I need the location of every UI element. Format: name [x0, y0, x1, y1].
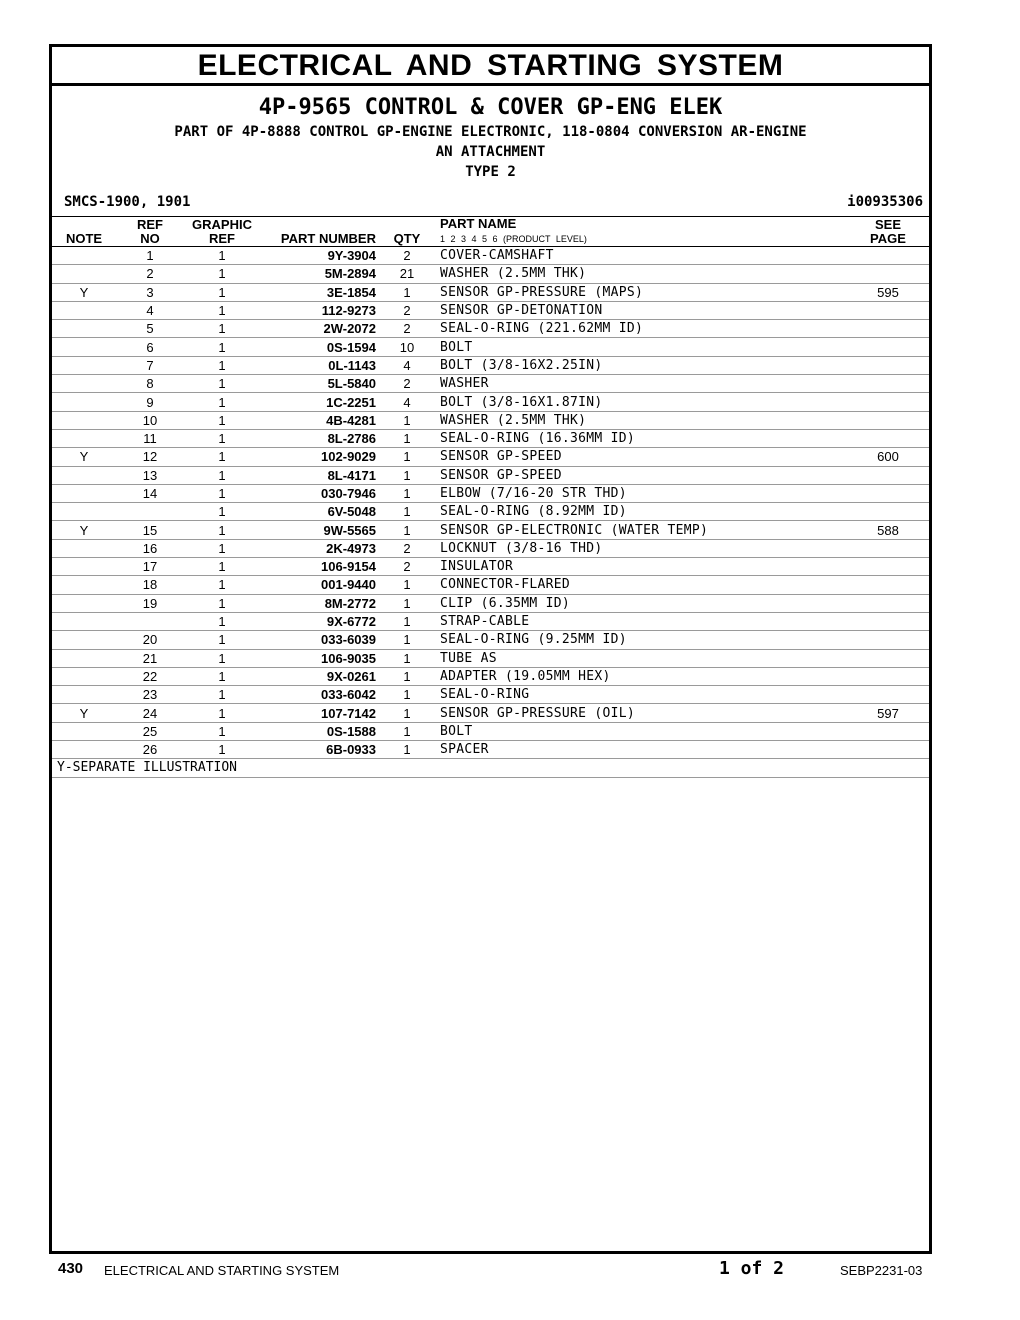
ref-no-cell: 17 — [116, 558, 184, 576]
part-number-cell: 8L-2786 — [260, 429, 382, 447]
note-cell — [52, 320, 116, 338]
note-cell — [52, 484, 116, 502]
see-page-cell — [847, 484, 929, 502]
qty-cell: 1 — [382, 631, 432, 649]
see-page-cell — [847, 612, 929, 630]
group-title: 4P-9565 CONTROL & COVER GP-ENG ELEK — [258, 95, 723, 120]
ref-no-cell: 12 — [116, 448, 184, 466]
table-row — [52, 283, 929, 301]
note-cell — [52, 741, 116, 759]
part-name-cell: SEAL-O-RING — [432, 686, 847, 704]
part-number-cell: 3E-1854 — [260, 283, 382, 301]
note-cell — [52, 576, 116, 594]
part-number-cell: 0L-1143 — [260, 356, 382, 374]
note-cell: Y — [52, 704, 116, 722]
table-row — [52, 704, 929, 722]
note-cell — [52, 265, 116, 283]
table-row — [52, 631, 929, 649]
see-page-cell — [847, 539, 929, 557]
see-page-cell — [847, 393, 929, 411]
ref-no-cell: 25 — [116, 722, 184, 740]
ref-no-cell: 1 — [116, 247, 184, 265]
graphic-ref-cell: 1 — [184, 393, 260, 411]
part-number-cell: 9W-5565 — [260, 521, 382, 539]
note-cell — [52, 375, 116, 393]
table-row — [52, 722, 929, 740]
ref-no-cell — [116, 612, 184, 630]
part-number-cell: 6V-5048 — [260, 503, 382, 521]
graphic-ref-cell: 1 — [184, 722, 260, 740]
note-cell — [52, 686, 116, 704]
table-row — [52, 265, 929, 283]
table-row — [52, 320, 929, 338]
part-number-cell: 4B-4281 — [260, 411, 382, 429]
see-page-cell: 588 — [847, 521, 929, 539]
ref-no-cell: 9 — [116, 393, 184, 411]
qty-cell: 1 — [382, 686, 432, 704]
ref-no-cell: 23 — [116, 686, 184, 704]
part-number-cell: 112-9273 — [260, 301, 382, 319]
ref-no-cell: 14 — [116, 484, 184, 502]
ref-no-cell: 16 — [116, 539, 184, 557]
part-name-cell: CONNECTOR-FLARED — [432, 576, 847, 594]
see-page-cell — [847, 503, 929, 521]
note-cell — [52, 667, 116, 685]
graphic-ref-cell: 1 — [184, 594, 260, 612]
part-name-cell: LOCKNUT (3/8-16 THD) — [432, 539, 847, 557]
ref-no-cell: 26 — [116, 741, 184, 759]
graphic-ref-cell: 1 — [184, 265, 260, 283]
part-name-cell: INSULATOR — [432, 558, 847, 576]
part-name-cell: SEAL-O-RING (221.62MM ID) — [432, 320, 847, 338]
part-name-cell: SENSOR GP-SPEED — [432, 448, 847, 466]
graphic-ref-cell: 1 — [184, 320, 260, 338]
ref-no-cell: 15 — [116, 521, 184, 539]
part-name-cell: SEAL-O-RING (16.36MM ID) — [432, 429, 847, 447]
graphic-ref-cell: 1 — [184, 466, 260, 484]
see-page-cell: 597 — [847, 704, 929, 722]
parts-table-body — [52, 247, 929, 778]
see-page-cell — [847, 594, 929, 612]
graphic-ref-cell: 1 — [184, 503, 260, 521]
document-id: SEBP2231-03 — [840, 1263, 923, 1278]
ref-no-cell: 13 — [116, 466, 184, 484]
part-name-cell: WASHER (2.5MM THK) — [432, 265, 847, 283]
part-number-cell: 106-9154 — [260, 558, 382, 576]
graphic-ref-cell: 1 — [184, 356, 260, 374]
graphic-ref-cell: 1 — [184, 741, 260, 759]
note-cell — [52, 247, 116, 265]
note-cell — [52, 429, 116, 447]
note-cell — [52, 612, 116, 630]
ref-no-cell: 2 — [116, 265, 184, 283]
part-name-cell: SENSOR GP-ELECTRONIC (WATER TEMP) — [432, 521, 847, 539]
graphic-ref-cell: 1 — [184, 429, 260, 447]
part-number-cell: 6B-0933 — [260, 741, 382, 759]
ref-no-cell: 11 — [116, 429, 184, 447]
part-number-cell: 106-9035 — [260, 649, 382, 667]
see-page-cell — [847, 247, 929, 265]
part-number-cell: 9X-0261 — [260, 667, 382, 685]
graphic-ref-cell: 1 — [184, 338, 260, 356]
note-legend: Y-SEPARATE ILLUSTRATION — [52, 759, 929, 777]
note-cell — [52, 356, 116, 374]
section-title: ELECTRICAL AND STARTING SYSTEM — [52, 47, 929, 86]
part-name-cell: SEAL-O-RING (8.92MM ID) — [432, 503, 847, 521]
note-cell: Y — [52, 521, 116, 539]
see-page-cell — [847, 558, 929, 576]
graphic-ref-cell: 1 — [184, 576, 260, 594]
col-ref-no-header: REF NO — [116, 217, 184, 247]
ref-no-cell: 10 — [116, 411, 184, 429]
table-row — [52, 466, 929, 484]
graphic-ref-cell: 1 — [184, 283, 260, 301]
qty-cell: 1 — [382, 283, 432, 301]
see-page-cell — [847, 631, 929, 649]
part-name-cell: BOLT (3/8-16X2.25IN) — [432, 356, 847, 374]
part-of-line-2: AN ATTACHMENT — [435, 144, 546, 160]
smcs-row — [52, 194, 929, 217]
part-number-cell: 5L-5840 — [260, 375, 382, 393]
note-cell — [52, 393, 116, 411]
qty-cell: 10 — [382, 338, 432, 356]
col-see-page-header: SEE PAGE — [847, 217, 929, 247]
qty-cell: 2 — [382, 375, 432, 393]
qty-cell: 1 — [382, 411, 432, 429]
ref-no-cell: 19 — [116, 594, 184, 612]
note-cell — [52, 411, 116, 429]
qty-cell: 4 — [382, 356, 432, 374]
ref-no-cell: 5 — [116, 320, 184, 338]
see-page-cell — [847, 576, 929, 594]
see-page-cell: 595 — [847, 283, 929, 301]
part-number-cell: 9X-6772 — [260, 612, 382, 630]
see-page-cell — [847, 649, 929, 667]
graphic-ref-cell: 1 — [184, 686, 260, 704]
table-row — [52, 301, 929, 319]
graphic-ref-cell: 1 — [184, 521, 260, 539]
table-row — [52, 612, 929, 630]
see-page-cell — [847, 320, 929, 338]
qty-cell: 1 — [382, 503, 432, 521]
ref-no-cell — [116, 503, 184, 521]
graphic-ref-cell: 1 — [184, 448, 260, 466]
table-row — [52, 247, 929, 265]
part-number-cell: 8L-4171 — [260, 466, 382, 484]
see-page-cell — [847, 301, 929, 319]
footer-section: ELECTRICAL AND STARTING SYSTEM — [104, 1263, 340, 1278]
part-name-cell: SEAL-O-RING (9.25MM ID) — [432, 631, 847, 649]
note-cell — [52, 503, 116, 521]
ref-no-cell: 6 — [116, 338, 184, 356]
table-row — [52, 594, 929, 612]
page-footer — [0, 1258, 1020, 1282]
part-number-cell: 033-6039 — [260, 631, 382, 649]
note-cell — [52, 631, 116, 649]
see-page-cell — [847, 466, 929, 484]
ref-no-cell: 3 — [116, 283, 184, 301]
part-number-cell: 107-7142 — [260, 704, 382, 722]
table-row — [52, 411, 929, 429]
table-row — [52, 429, 929, 447]
part-number-cell: 8M-2772 — [260, 594, 382, 612]
table-row — [52, 741, 929, 759]
qty-cell: 1 — [382, 521, 432, 539]
see-page-cell — [847, 667, 929, 685]
graphic-ref-cell: 1 — [184, 612, 260, 630]
see-page-cell — [847, 338, 929, 356]
part-number-cell: 2K-4973 — [260, 539, 382, 557]
part-name-cell: CLIP (6.35MM ID) — [432, 594, 847, 612]
part-name-cell: BOLT — [432, 722, 847, 740]
qty-cell: 2 — [382, 301, 432, 319]
part-name-cell: STRAP-CABLE — [432, 612, 847, 630]
part-name-cell: BOLT (3/8-16X1.87IN) — [432, 393, 847, 411]
part-name-cell: ELBOW (7/16-20 STR THD) — [432, 484, 847, 502]
note-cell — [52, 722, 116, 740]
ref-no-cell: 4 — [116, 301, 184, 319]
see-page-cell — [847, 356, 929, 374]
parts-table — [52, 217, 929, 778]
note-cell — [52, 301, 116, 319]
table-row — [52, 576, 929, 594]
qty-cell: 21 — [382, 265, 432, 283]
part-name-cell: ADAPTER (19.05MM HEX) — [432, 667, 847, 685]
table-row — [52, 338, 929, 356]
see-page-cell — [847, 411, 929, 429]
product-level-legend: 1 2 3 4 5 6 (PRODUCT LEVEL) — [440, 234, 587, 244]
part-number-cell: 5M-2894 — [260, 265, 382, 283]
qty-cell: 1 — [382, 612, 432, 630]
col-note-header: NOTE — [52, 217, 116, 247]
col-part-name-header: PART NAME 1 2 3 4 5 6 (PRODUCT LEVEL) — [432, 217, 847, 247]
col-part-number-header: PART NUMBER — [260, 217, 382, 247]
part-name-cell: SENSOR GP-PRESSURE (MAPS) — [432, 283, 847, 301]
col-graphic-ref-header: GRAPHIC REF — [184, 217, 260, 247]
note-cell — [52, 338, 116, 356]
qty-cell: 2 — [382, 539, 432, 557]
table-row — [52, 667, 929, 685]
table-row — [52, 356, 929, 374]
graphic-ref-cell: 1 — [184, 631, 260, 649]
part-number-cell: 030-7946 — [260, 484, 382, 502]
part-number-cell: 0S-1594 — [260, 338, 382, 356]
note-cell — [52, 558, 116, 576]
qty-cell: 4 — [382, 393, 432, 411]
ref-no-cell: 20 — [116, 631, 184, 649]
qty-cell: 1 — [382, 722, 432, 740]
graphic-ref-cell: 1 — [184, 667, 260, 685]
ref-no-cell: 21 — [116, 649, 184, 667]
graphic-ref-cell: 1 — [184, 704, 260, 722]
ref-no-cell: 8 — [116, 375, 184, 393]
ref-no-cell: 18 — [116, 576, 184, 594]
see-page-cell — [847, 429, 929, 447]
table-row — [52, 393, 929, 411]
part-number-cell: 033-6042 — [260, 686, 382, 704]
qty-cell: 1 — [382, 448, 432, 466]
part-name-cell: SPACER — [432, 741, 847, 759]
smcs-code: SMCS-1900, 1901 — [64, 194, 191, 210]
part-name-cell: SENSOR GP-SPEED — [432, 466, 847, 484]
see-page-cell — [847, 686, 929, 704]
table-row — [52, 558, 929, 576]
qty-cell: 1 — [382, 704, 432, 722]
graphic-ref-cell: 1 — [184, 411, 260, 429]
ref-no-cell: 7 — [116, 356, 184, 374]
table-row — [52, 649, 929, 667]
table-row — [52, 375, 929, 393]
note-cell: Y — [52, 283, 116, 301]
qty-cell: 1 — [382, 649, 432, 667]
graphic-ref-cell: 1 — [184, 558, 260, 576]
page-count: 1 of 2 — [719, 1258, 785, 1279]
graphic-ref-cell: 1 — [184, 247, 260, 265]
part-number-cell: 2W-2072 — [260, 320, 382, 338]
qty-cell: 1 — [382, 484, 432, 502]
part-name-cell: TUBE AS — [432, 649, 847, 667]
part-of-line: PART OF 4P-8888 CONTROL GP-ENGINE ELECTRONIC, 118-0804 CONVERSION AR-ENGINE — [174, 124, 807, 140]
note-cell — [52, 649, 116, 667]
part-number-cell: 001-9440 — [260, 576, 382, 594]
note-legend-row — [52, 759, 929, 777]
graphic-ref-cell: 1 — [184, 539, 260, 557]
ref-no-cell: 22 — [116, 667, 184, 685]
ref-no-cell: 24 — [116, 704, 184, 722]
qty-cell: 1 — [382, 429, 432, 447]
qty-cell: 1 — [382, 466, 432, 484]
qty-cell: 1 — [382, 594, 432, 612]
table-row — [52, 539, 929, 557]
note-cell — [52, 466, 116, 484]
part-name-cell: SENSOR GP-PRESSURE (OIL) — [432, 704, 847, 722]
part-name-cell: WASHER (2.5MM THK) — [432, 411, 847, 429]
part-number-cell: 9Y-3904 — [260, 247, 382, 265]
table-row — [52, 686, 929, 704]
part-number-cell: 102-9029 — [260, 448, 382, 466]
note-cell — [52, 594, 116, 612]
part-name-cell: WASHER — [432, 375, 847, 393]
illustration-id: i00935306 — [847, 194, 923, 210]
qty-cell: 1 — [382, 667, 432, 685]
note-cell — [52, 539, 116, 557]
part-name-cell: COVER-CAMSHAFT — [432, 247, 847, 265]
note-cell: Y — [52, 448, 116, 466]
part-number-cell: 1C-2251 — [260, 393, 382, 411]
graphic-ref-cell: 1 — [184, 301, 260, 319]
graphic-ref-cell: 1 — [184, 375, 260, 393]
qty-cell: 2 — [382, 558, 432, 576]
see-page-cell — [847, 375, 929, 393]
qty-cell: 1 — [382, 741, 432, 759]
see-page-cell — [847, 265, 929, 283]
table-row — [52, 448, 929, 466]
col-qty-header: QTY — [382, 217, 432, 247]
qty-cell: 2 — [382, 247, 432, 265]
parts-sheet — [49, 44, 932, 1254]
table-row — [52, 521, 929, 539]
see-page-cell — [847, 722, 929, 740]
part-number-cell: 0S-1588 — [260, 722, 382, 740]
graphic-ref-cell: 1 — [184, 649, 260, 667]
table-row — [52, 484, 929, 502]
type-line: TYPE 2 — [465, 164, 516, 180]
graphic-ref-cell: 1 — [184, 484, 260, 502]
see-page-cell — [847, 741, 929, 759]
part-name-cell: BOLT — [432, 338, 847, 356]
table-row — [52, 503, 929, 521]
see-page-cell: 600 — [847, 448, 929, 466]
part-name-cell: SENSOR GP-DETONATION — [432, 301, 847, 319]
page-number: 430 — [58, 1260, 84, 1277]
qty-cell: 1 — [382, 576, 432, 594]
qty-cell: 2 — [382, 320, 432, 338]
table-header-row — [52, 217, 929, 247]
